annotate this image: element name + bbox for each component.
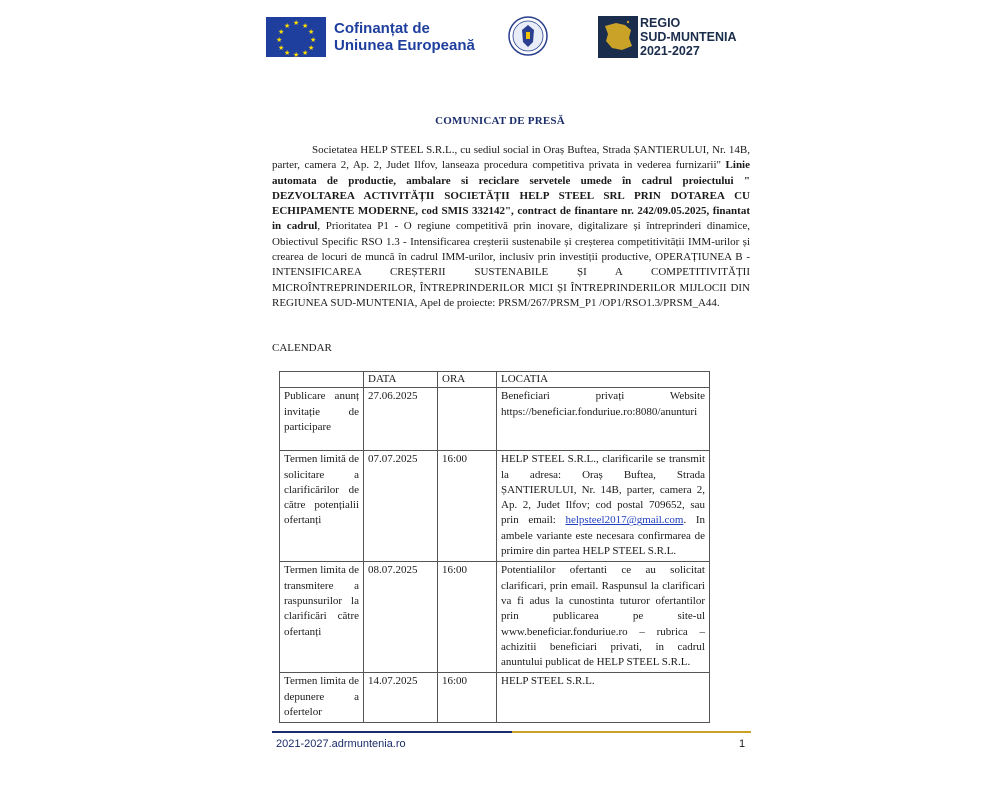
paragraph-bold-project: Linie automata de productie, ambalare si reciclare servetele umede în cadrul proiectului " DEZVOLTAREA ACTIVITĂȚII SOCIETĂȚII HELP STEEL SRL PRIN DOTAREA CU ECHIPAMENTE MODERNE, cod SMIS 332142", contract de finantare nr. 242/09.05.2025, finantat in cadrul <box>272 159 750 233</box>
cell-time <box>438 388 497 451</box>
cell-event: Termen limită de solicitare a clarificărilor de către potențialii ofertanți <box>280 451 364 562</box>
email-link[interactable]: helpsteel2017@gmail.com <box>565 514 684 527</box>
paragraph-intro: Societatea HELP STEEL S.R.L., cu sediul social in Oraș Buftea, Strada ȘANTIERULUI, Nr. 14B, parter, camera 2, Ap. 2, Judet Ilfov, lanseaza procedura competitiva privata in vederea furnizarii" <box>272 144 750 172</box>
location-text: Potentialilor ofertanti ce au solicitat clarificari, prin email. Raspunsul la clarificari va fi adus la cunostinta tuturor ofertantilor prin publicarea pe site-ul www.beneficiar.fonduriue.ro – rubrica – achizitii beneficiari privati, in cadrul anuntului publicat de HELP STEEL S.R.L. <box>501 564 705 669</box>
regio-line1: REGIO <box>640 16 681 30</box>
cell-date: 08.07.2025 <box>364 562 438 673</box>
location-text: HELP STEEL S.R.L. <box>501 675 595 688</box>
cell-time: 16:00 <box>438 562 497 673</box>
cell-date: 27.06.2025 <box>364 388 438 451</box>
footer-rule-navy <box>272 731 512 733</box>
header-event <box>280 372 364 388</box>
regio-map-logo <box>598 16 638 58</box>
eu-text-line2: Uniunea Europeană <box>334 37 475 54</box>
paragraph-details: , Prioritatea P1 - O regiune competitivă prin inovare, digitalizare și întreprinderi dinamice, Obiectivul Specific RSO 1.3 - Intensificarea creșterii sustenabile și creșterea competitivității IMM-urilor și crearea de locuri de muncă în cadrul IMM-urilor, inclusiv prin investiții productive, OPERAȚIUNEA B - INTENSIFICAREA CREȘTERII SUSTENABILE ȘI A COMPETITIVITĂȚII MICROÎNTREPRINDERILOR, ÎNTREPRINDERILOR MICI ȘI ÎNTREPRINDERILOR MIJLOCII DIN REGIUNEA SUD-MUNTENIA, Apel de proiecte: PRSM/267/PRSM_P1 /OP1/RSO1.3/PRSM_A44. <box>272 220 750 309</box>
cell-location <box>497 451 710 562</box>
eu-text-line1: Cofinanțat de <box>334 20 430 37</box>
table-row <box>280 562 710 673</box>
eu-flag-logo: ★ ★ ★ ★ ★ ★ ★ ★ ★ ★ ★ ★ <box>266 17 326 57</box>
header-date: DATA <box>364 372 438 388</box>
romanian-government-seal-icon <box>508 16 548 56</box>
regio-program-text <box>640 16 737 58</box>
header-time: ORA <box>438 372 497 388</box>
eu-cofinancing-text <box>334 20 475 54</box>
cell-location <box>497 562 710 673</box>
header-location: LOCATIA <box>497 372 710 388</box>
table-header-row <box>280 372 710 388</box>
regio-line3: 2021-2027 <box>640 44 700 58</box>
press-release-paragraph <box>272 143 750 311</box>
cell-time: 16:00 <box>438 451 497 562</box>
cell-location <box>497 388 710 451</box>
table-row <box>280 451 710 562</box>
footer-website: 2021-2027.adrmuntenia.ro <box>276 738 406 750</box>
cell-event: Termen limita de transmitere a raspunsurilor la clarificări către ofertanți <box>280 562 364 673</box>
regio-region-map-icon <box>598 16 638 58</box>
location-text: HELP STEEL S.R.L., clarificarile se transmit la adresa: Oraș Buftea, Strada ȘANTIERULUI, Nr. 14B, parter, camera 2, Ap. 2, Judet Ilfov; cod postal 709652, sau prin email: <box>501 453 705 527</box>
calendar-heading: CALENDAR <box>272 342 332 354</box>
page-number: 1 <box>739 738 746 750</box>
location-text-after: . In ambele variante este necesara confirmarea de primire din partea HELP STEEL S.R.L. <box>501 514 705 558</box>
cell-event: Publicare anunț invitație de participare <box>280 388 364 451</box>
cell-location <box>497 673 710 723</box>
cell-event: Termen limita de depunere a ofertelor <box>280 673 364 723</box>
location-text: Beneficiari privați Website https://beneficiar.fonduriue.ro:8080/anunturi <box>501 390 705 418</box>
cell-date: 07.07.2025 <box>364 451 438 562</box>
table-row <box>280 388 710 451</box>
document-title: COMUNICAT DE PRESĂ <box>435 115 565 127</box>
cell-time: 16:00 <box>438 673 497 723</box>
calendar-table <box>279 371 710 723</box>
regio-line2: SUD-MUNTENIA <box>640 30 737 44</box>
table-row <box>280 673 710 723</box>
footer-rule-gold <box>512 731 751 733</box>
cell-date: 14.07.2025 <box>364 673 438 723</box>
